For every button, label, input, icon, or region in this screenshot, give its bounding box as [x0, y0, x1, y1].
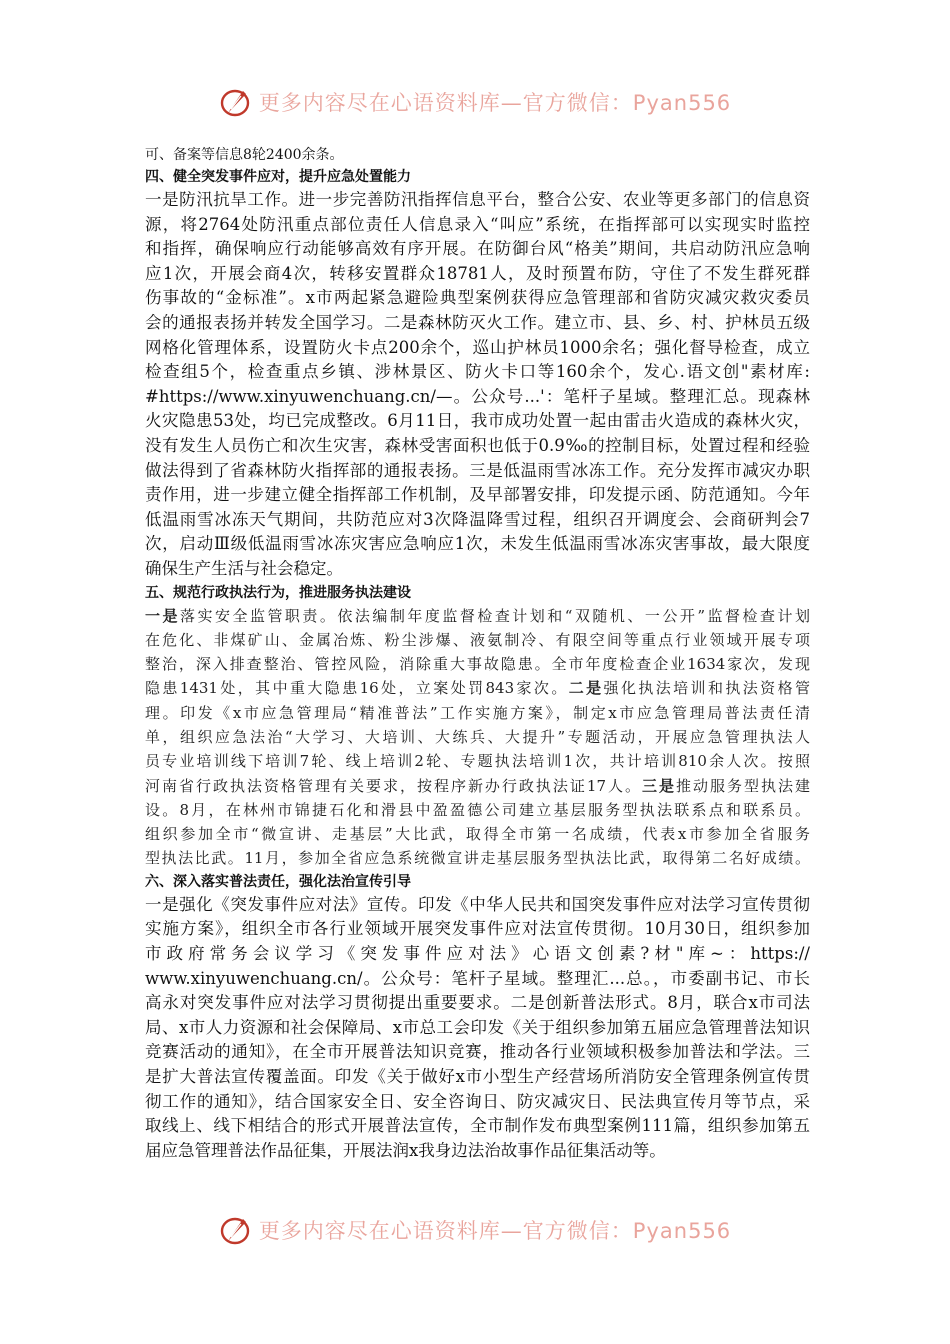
line-text: 取线上、线下相结合的形式开展普法宣传，全市制作发布典型案例111篇，组织参加第五: [145, 1116, 810, 1136]
line-text: 设。8月，在林州市锦捷石化和滑县中盈盈德公司建立基层服务型执法联系点和联系员。: [145, 800, 810, 819]
text-line: [145, 286, 810, 311]
watermark-text: 更多内容尽在心语资料库—官方微信：Pyan556: [258, 91, 732, 115]
line-text: 市政府常务会议学习《突发事件应对法》心语文创素?材"库~：https://: [145, 943, 810, 963]
line-text: 应1次，开展会商4次，转移安置群众18781人，及时预置布防，守住了不发生群死群: [145, 263, 810, 283]
line-text: 整治，深入排查整治、管控风险，消除重大事故隐患。全市年度检查企业1634家次，发现: [145, 655, 810, 674]
line-text: 员专业培训线下培训7轮、线上培训2轮、专题执法培训1次，共计培训810余人次。按照: [145, 752, 810, 771]
line-text: 确保生产生活与社会稳定。: [145, 558, 343, 578]
text-line: [145, 1040, 810, 1065]
line-text: 推动服务型执法建: [676, 776, 810, 795]
text-line: [145, 336, 810, 361]
line-text: 和指挥，确保响应行动能够高效有序开展。在防御台风“格美”期间，共启动防汛应急响: [145, 239, 810, 259]
text-line: [145, 557, 810, 582]
line-text: 源，将2764处防汛重点部位责任人信息录入“叫应”系统，在指挥部可以实现实时监控: [145, 214, 810, 234]
line-text: 强化执法培训和执法资格管: [603, 679, 810, 698]
line-text: 单，组织应急法治“大学习、大培训、大练兵、大提升”专题活动，开展应急管理执法人: [145, 727, 810, 746]
line-text: 局、x市人力资源和社会保障局、x市总工会印发《关于组织参加第五届应急管理普法知识: [145, 1017, 810, 1037]
line-text: 是扩大普法宣传覆盖面。印发《关于做好x市小型生产经营场所消防安全管理条例宣传贯: [145, 1066, 810, 1086]
line-text: 没有发生人员伤亡和次生灾害，森林受害面积也低于0.9‰的控制目标，处置过程和经验: [145, 435, 810, 455]
line-text: 隐患1431处，其中重大隐患16处，立案处罚843家次。: [145, 679, 569, 698]
line-text: 网格化管理体系，设置防火卡点200余个，巡山护林员1000余名；强化督导检查，成立: [145, 337, 810, 357]
header-watermark-banner: [0, 80, 950, 124]
line-text: 一是防汛抗旱工作。进一步完善防汛指挥信息平台，整合公安、农业等更多部门的信息资: [145, 190, 810, 209]
section-heading: [145, 871, 810, 893]
line-text: 五、规范行政执法行为，推进服务执法建设: [145, 584, 411, 601]
text-line: [145, 967, 810, 992]
text-line: [145, 434, 810, 459]
text-line: [145, 725, 810, 749]
line-text: 在危化、非煤矿山、金属冶炼、粉尘涉爆、液氨制冷、有限空间等重点行业领域开展专项: [145, 630, 810, 649]
line-text: 六、深入落实普法责任，强化法治宣传引导: [145, 873, 411, 890]
text-line: [145, 1016, 810, 1041]
watermark-text: 更多内容尽在心语资料库—官方微信：Pyan556: [258, 1219, 732, 1243]
text-line: [145, 822, 810, 846]
text-line: [145, 188, 810, 213]
line-text: 竞赛活动的通知》，在全市开展普法知识竞赛，推动各行业领域积极参加普法和学法。三: [145, 1042, 810, 1062]
line-text: www.xinyuwenchuang.cn/。公众号：笔杆子星域。整理汇...总。，市委副书记、市长: [145, 968, 810, 988]
text-line: [145, 311, 810, 336]
text-line: [145, 846, 810, 870]
line-text: 检查组5个，检查重点乡镇、涉林景区、防火卡口等160余个，发心.语文创"素材库:: [145, 362, 810, 382]
emphasis-label: 一是: [145, 606, 180, 625]
line-text: 届应急管理普法作品征集，开展法润x我身边法治故事作品征集活动等。: [145, 1140, 666, 1160]
text-line: [145, 628, 810, 652]
text-line: [145, 749, 810, 773]
line-text: 次，启动Ⅲ级低温雨雪冰冻灾害应急响应1次，未发生低温雨雪冰冻灾害事故，最大限度: [145, 534, 810, 554]
text-line: [145, 262, 810, 287]
document-body: [145, 144, 810, 1163]
line-text: 伤事故的“金标准”。x市两起紧急避险典型案例获得应急管理部和省防灾减灾救灾委员: [145, 288, 810, 308]
line-text: 彻工作的通知》，结合国家安全日、安全咨询日、防灾减灾日、民法典宣传月等节点，采: [145, 1091, 810, 1111]
line-text: 高永对突发事件应对法学习贯彻提出重要要求。二是创新普法形式。8月，联合x市司法: [145, 993, 810, 1013]
text-line: [145, 237, 810, 262]
text-line: [145, 1065, 810, 1090]
quill-pen-logo-icon: [219, 1213, 253, 1247]
text-line: [145, 144, 810, 166]
line-text: 组织参加全市“微宣讲、走基层”大比武，取得全市第一名成绩，代表x市参加全省服务: [145, 825, 810, 844]
emphasis-label: 二是: [568, 679, 604, 698]
text-line: [145, 1114, 810, 1139]
line-text: 低温雨雪冰冻天气期间，共防范应对3次降温降雪过程，组织召开调度会、会商研判会7: [145, 509, 810, 529]
text-line: [145, 604, 810, 628]
text-line: [145, 652, 810, 676]
line-text: 四、健全突发事件应对，提升应急处置能力: [145, 169, 411, 185]
footer-watermark-banner: [0, 1208, 950, 1252]
text-line: [145, 701, 810, 725]
text-line: [145, 385, 810, 410]
text-line: [145, 1090, 810, 1115]
text-line: [145, 459, 810, 484]
text-line: [145, 483, 810, 508]
text-line: [145, 676, 810, 700]
text-line: [145, 893, 810, 918]
line-text: 落实安全监管职责。依法编制年度监督检查计划和“双随机、一公开”监督检查计划: [179, 606, 810, 625]
text-line: [145, 991, 810, 1016]
text-line: [145, 798, 810, 822]
text-line: [145, 917, 810, 942]
line-text: 火灾隐患53处，均已完成整改。6月11日，我市成功处置一起由雷击火造成的森林火灾，: [145, 411, 810, 431]
line-text: 责作用，进一步建立健全指挥部工作机制，及早部署安排，印发提示函、防范通知。今年: [145, 485, 810, 505]
section-heading: [145, 166, 810, 188]
line-text: 一是强化《突发事件应对法》宣传。印发《中华人民共和国突发事件应对法学习宣传贯彻: [145, 894, 810, 914]
text-line: [145, 1139, 810, 1164]
text-line: [145, 409, 810, 434]
text-line: [145, 942, 810, 967]
line-text: 理。印发《x市应急管理局“精准普法”工作实施方案》，制定x市应急管理局普法责任清: [145, 703, 810, 722]
text-line: [145, 360, 810, 385]
line-text: 型执法比武。11月，参加全省应急系统微宣讲走基层服务型执法比武，取得第二名好成绩。: [145, 849, 810, 868]
line-text: 可、备案等信息8轮2400余条。: [145, 147, 344, 163]
line-text: 实施方案》，组织全市各行业领域开展突发事件应对法宣传贯彻。10月30日，组织参加: [145, 919, 810, 939]
text-line: [145, 508, 810, 533]
section-heading: [145, 582, 810, 604]
line-text: 做法得到了省森林防火指挥部的通报表扬。三是低温雨雪冰冻工作。充分发挥市减灾办职: [145, 460, 810, 480]
line-text: #https://www.xinyuwenchuang.cn/—。公众号...'：笔杆子星域。整理汇总。现森林: [145, 386, 810, 406]
line-text: 河南省行政执法资格管理有关要求，按程序新办行政执法证17人。: [145, 776, 642, 795]
text-line: [145, 532, 810, 557]
text-line: [145, 774, 810, 798]
text-line: [145, 213, 810, 238]
quill-pen-logo-icon: [219, 85, 253, 119]
line-text: 会的通报表扬并转发全国学习。二是森林防灭火工作。建立市、县、乡、村、护林员五级: [145, 312, 810, 332]
emphasis-label: 三是: [642, 776, 676, 795]
